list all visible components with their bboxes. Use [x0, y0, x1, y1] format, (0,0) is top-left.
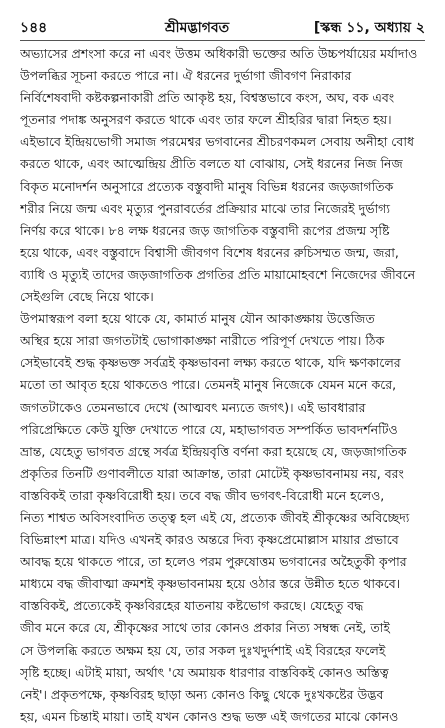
text-line: বাস্তবিকই তারা কৃষ্ণবিরোধী হয়। তবে বদ্ধ জীব ভগবৎ-বিরোধী মনে হলেও,	[20, 487, 385, 503]
text-line: অভ্যাসের প্রশংসা করে না এবং উত্তম অধিকারী ভক্তের অতি উচ্চপর্যায়ের মর্যাদাও	[20, 46, 418, 61]
text-line: বিভিন্নাংশ মাত্র। যদিও এখনই কারও অন্তরে দিব্য কৃষ্ণপ্রেমোল্লাস মায়ার প্রভাবে	[20, 532, 399, 548]
text-line: আবদ্ধ হয়ে থাকতে পারে, তা হলেও পরম পুরুষোত্তম ভগবানের অহৈতুকী কৃপার	[20, 554, 407, 570]
text-line: বিকৃত মনোদর্শন অনুসারে প্রত্যেক বস্তুবাদী মানুষ বিভিন্ন ধরনের জড়জাগতিক	[20, 178, 394, 194]
text-line: উপমাস্বরূপ বলা হয়ে থাকে যে, কামার্ত মানুষ যৌন আকাঙ্ক্ষায় উত্তেজিত	[20, 311, 375, 327]
text-line: সে উপলব্ধি করতে অক্ষম হয় যে, তার সকল দুঃখদুর্দশাই এই বিরহের ফলেই	[20, 642, 386, 658]
text-line: উপলব্ধির সূচনা করতে পারে না। ঐ ধরনের দুর্ভাগা জীবগণ নিরাকার	[20, 68, 352, 84]
text-line: প্রকৃতির তিনটি গুণাবলীতে যারা আক্রান্ত, তারা মোটেই কৃষ্ণভাবনাময় নয়, বরং	[20, 465, 404, 481]
text-line: ভ্রান্ত, যেহেতু ভাগবত গ্রন্থে সর্বত্র ইন্দ্রিয়বৃত্তি বর্ণনা করা হয়েছে যে, জড়জাগতিক	[20, 443, 407, 459]
text-line: মতো তা আবৃত হয়ে থাকতেও পারে। তেমনই মানুষ নিজেকে যেমন মনে করে,	[20, 377, 397, 393]
text-line: পূতনার পদাঙ্ক অনুসরণ করতে থাকে এবং তার ফলে শ্রীহরির দ্বারা নিহত হয়।	[20, 112, 392, 128]
text-line: হয়ে থাকে, এবং বস্তুবাদে বিশ্বাসী জীবগণ বিশেষ ধরনের রুচিসম্মত জন্ম, জরা,	[20, 244, 399, 260]
text-line: জগতটাকেও তেমনভাবে দেখে (আত্মবৎ মন্যতে জগৎ)। এই ভাবধারার	[20, 399, 366, 415]
text-line: মাধ্যমে বদ্ধ জীবাত্মা ক্রমশই কৃষ্ণভাবনাময় হয়ে ওঠার স্তরে উন্নীত হতে থাকবে।	[20, 576, 401, 592]
running-title: শ্রীমদ্ভাগবত	[165, 20, 230, 36]
text-line: বাস্তবিকই, প্রত্যেকেই কৃষ্ণবিরহের যাতনায় কষ্টভোগ করছে। যেহেতু বদ্ধ	[20, 598, 364, 614]
text-line: করতে থাকে, এবং আত্মেন্দ্রিয় প্রীতি বলতে যা বোঝায়, সেই ধরনের নিজ নিজ	[20, 156, 403, 172]
body-text	[20, 43, 425, 728]
text-line: জীব মনে করে যে, শ্রীকৃষ্ণের সাথে তার কোনও প্রকার নিত্য সম্বন্ধ নেই, তাই	[20, 620, 390, 636]
text-line: সেইভাবেই শুদ্ধ কৃষ্ণভক্ত সর্বত্রই কৃষ্ণভাবনা লক্ষ্য করতে থাকে, যদি ক্ষণকালের	[20, 355, 401, 371]
text-line: এইভাবে ইন্দ্রিয়ভোগী সমাজ পরমেশ্বর ভগবানের শ্রীচরণকমল সেবায় অনীহা বোধ	[20, 134, 414, 150]
text-line: নির্বিশেষবাদী কষ্টকল্পনাকারী প্রতি আকৃষ্ট হয়, বিশ্বস্তভাবে কংস, অঘ, বক এবং	[20, 90, 395, 106]
chapter-reference: [স্কন্ধ ১১, অধ্যায় ২	[313, 20, 425, 36]
text-line: সেইগুলি বেছে নিয়ে থাকে।	[20, 289, 154, 305]
text-line: শরীর নিয়ে জন্ম এবং মৃত্যুর পুনরাবর্তের প্রক্রিয়ার মাঝে তার নিজেরই দুর্ভাগ্য	[20, 200, 390, 216]
text-line: হয়, এমন চিন্তাই মায়া। তাই যখন কোনও শুদ্ধ ভক্ত এই জগতের মাঝে কোনও	[20, 708, 399, 724]
text-line: পরিপ্রেক্ষিতে কেউ যুক্তি দেখাতে পারে যে, মহাভাগবত সম্পর্কিত ভাবদর্শনটিও	[20, 421, 398, 437]
text-line: নির্ণয় করে থাকে। ৮৪ লক্ষ ধরনের জড় জাগতিক বস্তুবাদী রূপের প্রজন্ম সৃষ্টি	[20, 222, 390, 238]
page-header	[20, 16, 425, 40]
page-number: ১৪৪	[20, 20, 48, 36]
header-divider	[20, 40, 425, 41]
text-line: সৃষ্টি হচ্ছে। এটাই মায়া, অর্থাৎ 'যে অমায়ক ধারণার বাস্তবিকই কোনও অস্তিত্ব	[20, 664, 389, 680]
text-line: অস্থির হয়ে সারা জগতটাই ভোগাকাঙ্ক্ষা নারীতে পরিপূর্ণ দেখতে পায়। ঠিক	[20, 333, 385, 349]
text-line: ব্যাধি ও মৃত্যুই তাদের জড়জাগতিক প্রগতির প্রতি মায়ামোহবশে নিজেদের জীবনে	[20, 266, 416, 282]
text-line: নেই'। প্রকৃতপক্ষে, কৃষ্ণবিরহ ছাড়া অন্য কোনও কিছু থেকে দুঃখকষ্টের উদ্ভব	[20, 686, 384, 702]
text-line: নিত্য শাশ্বত অবিসংবাদিত তত্ত্ব হল এই যে, প্রত্যেক জীবই শ্রীকৃষ্ণের অবিচ্ছেদ্য	[20, 509, 410, 525]
